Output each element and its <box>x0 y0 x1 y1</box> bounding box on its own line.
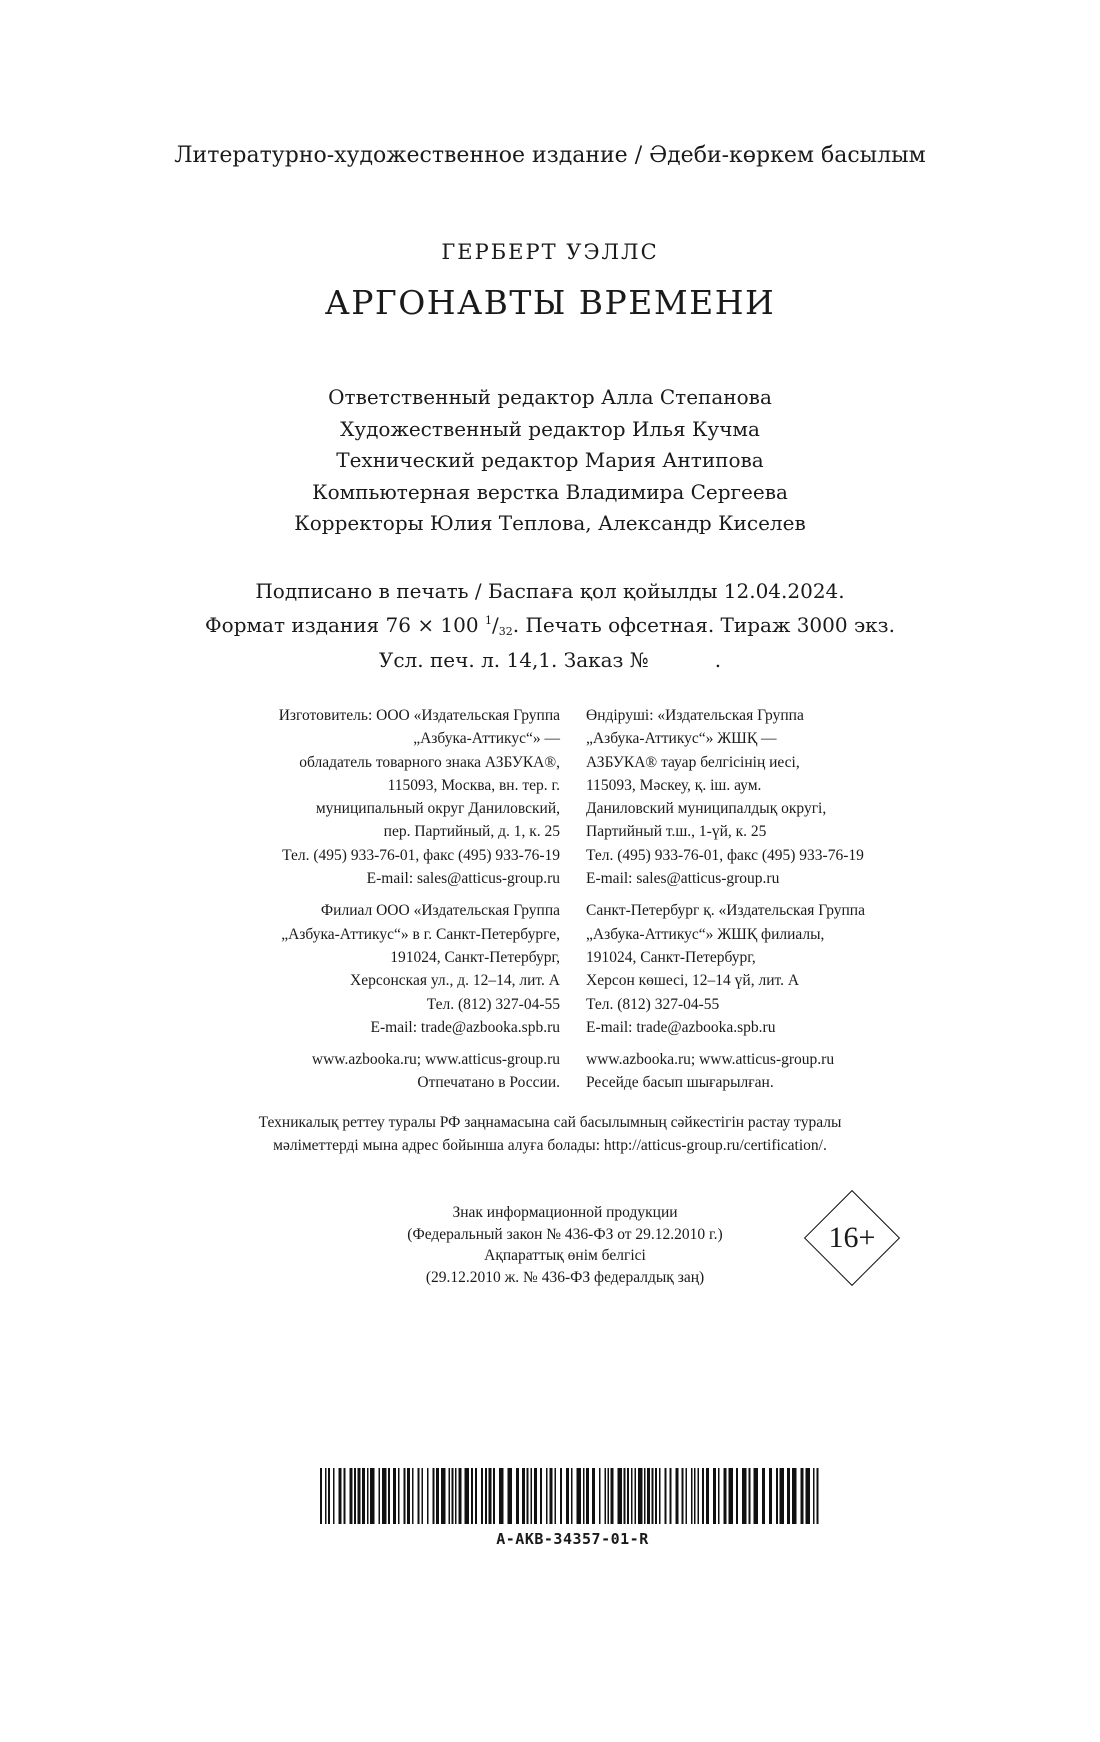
barcode-bar <box>611 1468 614 1524</box>
order-line <box>0 646 1100 675</box>
barcode-bar <box>489 1468 492 1524</box>
barcode-bar <box>706 1468 709 1524</box>
printed-in-line: Ресейде басып шығарылған. <box>586 1074 774 1092</box>
barcode-bar <box>586 1468 589 1524</box>
address-line: Филиал ООО «Издательская Группа <box>320 902 560 920</box>
format-prefix: Формат издания 76 × 100 <box>205 613 485 637</box>
order-prefix: Усл. печ. л. 14,1. Заказ № <box>378 648 649 672</box>
barcode-bar <box>665 1468 667 1524</box>
barcode-bar <box>452 1468 454 1524</box>
barcode-bar <box>577 1468 582 1524</box>
author-name: ГЕРБЕРТ УЭЛЛС <box>441 240 659 264</box>
barcode-bar <box>465 1468 470 1524</box>
barcode-bar <box>583 1468 585 1524</box>
barcode-bar <box>618 1468 623 1524</box>
barcode-bar <box>354 1468 356 1524</box>
barcode-bar <box>550 1468 553 1524</box>
barcode-graphic <box>320 1468 825 1524</box>
barcode-bar <box>534 1468 537 1524</box>
barcode-bar <box>801 1468 804 1524</box>
address-line: 191024, Санкт-Петербург, <box>390 948 560 966</box>
barcode-bar <box>382 1468 387 1524</box>
age-rating-badge <box>804 1190 900 1286</box>
barcode-bar <box>325 1468 327 1524</box>
certification-line: Техникалық реттеу туралы РФ заңнамасына сай басылымның сәйкестігін растау туралы <box>258 1114 842 1131</box>
barcode-bar <box>499 1468 504 1524</box>
barcode-bar <box>776 1468 778 1524</box>
barcode-bar <box>659 1468 661 1524</box>
info-product-mark <box>330 1202 800 1288</box>
barcode-bar <box>516 1468 519 1524</box>
address-line: Херсон көшесі, 12–14 үй, лит. А <box>586 972 800 990</box>
barcode-bar <box>806 1468 811 1524</box>
order-suffix: . <box>714 648 722 672</box>
barcode-bar <box>320 1468 322 1524</box>
barcode-bar <box>362 1468 365 1524</box>
barcode-bar <box>787 1468 790 1524</box>
age-rating-text: 16+ <box>828 1221 876 1254</box>
credit-line: Корректоры Юлия Теплова, Александр Киселев <box>294 511 806 535</box>
barcode-bar <box>769 1468 772 1524</box>
phone-line: Тел. (812) 327-04-55 <box>586 995 720 1013</box>
barcode-bar <box>713 1468 716 1524</box>
address-line: Изготовитель: ООО «Издательская Группа <box>278 707 560 724</box>
barcode-bar <box>742 1468 747 1524</box>
credit-line: Ответственный редактор Алла Степанова <box>328 385 772 409</box>
barcode-bar <box>729 1468 734 1524</box>
email-line: E-mail: sales@atticus-group.ru <box>586 870 780 888</box>
barcode-bar <box>407 1468 410 1524</box>
email-line: E-mail: sales@atticus-group.ru <box>366 870 560 888</box>
edition-type: Литературно-художественное издание / Әдеби-көркем басылым <box>174 143 926 168</box>
barcode-bar <box>493 1468 495 1524</box>
barcode-bar <box>388 1468 390 1524</box>
barcode-bar <box>531 1468 533 1524</box>
barcode-bar <box>698 1468 700 1524</box>
barcode-bar <box>379 1468 381 1524</box>
barcode-bar <box>422 1468 424 1524</box>
credit-line: Технический редактор Мария Антипова <box>336 448 764 472</box>
barcode-bar <box>481 1468 483 1524</box>
address-line: Даниловский муниципалдық округі, <box>586 800 827 818</box>
web-block-kz <box>586 1048 946 1095</box>
info-mark-line: (Федеральный закон № 436-ФЗ от 29.12.2010 г.) <box>407 1225 723 1243</box>
barcode-bar <box>644 1468 646 1524</box>
barcode-bar <box>592 1468 595 1524</box>
address-line: „Азбука-Аттикус“» ЖШҚ — <box>586 730 777 748</box>
certification-notice <box>0 1111 1100 1157</box>
email-line: E-mail: trade@azbooka.spb.ru <box>370 1018 560 1036</box>
printed-in-line: Отпечатано в России. <box>417 1074 560 1092</box>
barcode-bar <box>792 1468 797 1524</box>
barcode-bar <box>635 1468 637 1524</box>
format-separator: / <box>491 613 499 637</box>
barcode-bar <box>339 1468 342 1524</box>
barcode-bar <box>694 1468 696 1524</box>
credit-line: Художественный редактор Илья Кучма <box>340 416 760 441</box>
barcode-bar <box>676 1468 679 1524</box>
barcode-bar <box>702 1468 704 1524</box>
barcode-bar <box>605 1468 607 1524</box>
info-mark-line: Знак информационной продукции <box>452 1204 678 1221</box>
barcode-bar <box>328 1468 330 1524</box>
barcode-bar <box>367 1468 369 1524</box>
barcode-bar <box>350 1468 353 1524</box>
barcode-bar <box>358 1468 361 1524</box>
barcode-bar <box>571 1468 573 1524</box>
barcode-bar <box>441 1468 446 1524</box>
address-line: „Азбука-Аттикус“» в г. Санкт-Петербурге, <box>281 925 560 943</box>
barcode-label: A-AKB-34357-01-R <box>496 1530 649 1548</box>
address-line: 191024, Санкт-Петербург, <box>586 948 756 966</box>
publisher-info-kz <box>586 704 946 1104</box>
barcode-bar <box>433 1468 435 1524</box>
barcode-bar <box>655 1468 657 1524</box>
signed-date: Подписано в печать / Баспаға қол қойылды 12.04.2024. <box>255 579 845 603</box>
barcode-bar <box>624 1468 626 1524</box>
format-denominator: 32 <box>498 625 513 638</box>
manufacturer-block-ru <box>200 704 560 890</box>
credit-line: Компьютерная верстка Владимира Сергеева <box>312 479 788 504</box>
email-line: E-mail: trade@azbooka.spb.ru <box>586 1018 776 1036</box>
barcode-bar <box>508 1468 513 1524</box>
barcode-bar <box>475 1468 477 1524</box>
book-title: АРГОНАВТЫ ВРЕМЕНИ <box>324 283 776 322</box>
barcode-bar <box>522 1468 525 1524</box>
barcode-bar <box>817 1468 819 1524</box>
barcode-bar <box>599 1468 601 1524</box>
barcode-bar <box>627 1468 629 1524</box>
address-line: муниципальный округ Даниловский, <box>315 800 560 818</box>
address-line: 115093, Москва, вн. тер. г. <box>387 776 560 794</box>
barcode-bar <box>404 1468 406 1524</box>
barcode-bar <box>682 1468 684 1524</box>
barcode-bar <box>647 1468 650 1524</box>
barcode-bar <box>560 1468 562 1524</box>
format-suffix: . Печать офсетная. Тираж 3000 экз. <box>512 613 895 637</box>
barcode-bar <box>459 1468 462 1524</box>
phone-line: Тел. (495) 933-76-01, факс (495) 933-76-19 <box>282 846 560 864</box>
web-block-ru <box>200 1048 560 1095</box>
address-line: 115093, Мәскеу, қ. іш. аум. <box>586 776 762 794</box>
publisher-info-ru <box>200 704 560 1104</box>
address-line: обладатель товарного знака АЗБУКА®, <box>299 753 560 771</box>
address-line: Санкт-Петербург қ. «Издательская Группа <box>586 902 865 920</box>
format-numerator: 1 <box>484 614 492 627</box>
print-info <box>0 577 1100 675</box>
barcode-bar <box>780 1468 785 1524</box>
barcode-bar <box>370 1468 375 1524</box>
barcode-bar <box>393 1468 396 1524</box>
address-line: Херсонская ул., д. 12–14, лит. А <box>350 972 560 990</box>
barcode-bar <box>412 1468 414 1524</box>
info-mark-line: (29.12.2010 ж. № 436-ФЗ федералдық заң) <box>425 1268 705 1286</box>
barcode-bar <box>691 1468 693 1524</box>
barcode-bar <box>652 1468 654 1524</box>
address-line: Өндіруші: «Издательская Группа <box>586 707 804 724</box>
barcode-bar <box>566 1468 569 1524</box>
barcode-bar <box>471 1468 473 1524</box>
address-line: Партийный т.ш., 1-үй, к. 25 <box>586 823 767 841</box>
barcode-bar <box>436 1468 439 1524</box>
barcode-bar <box>427 1468 429 1524</box>
barcode-bar <box>762 1468 765 1524</box>
address-line: „Азбука-Аттикус“» ЖШҚ филиалы, <box>586 925 825 943</box>
barcode-bar <box>631 1468 633 1524</box>
phone-line: Тел. (812) 327-04-55 <box>426 995 560 1013</box>
website-line: www.azbooka.ru; www.atticus-group.ru <box>311 1051 560 1069</box>
barcode-bar <box>638 1468 643 1524</box>
barcode-bar <box>736 1468 738 1524</box>
address-line: „Азбука-Аттикус“» — <box>413 730 560 748</box>
barcode-bar <box>455 1468 457 1524</box>
barcode-bar <box>686 1468 688 1524</box>
branch-block-kz <box>586 899 946 1039</box>
info-mark-line: Ақпараттық өнім белгісі <box>484 1247 646 1264</box>
barcode-bar <box>724 1468 727 1524</box>
format-line <box>0 606 1100 646</box>
barcode-bar <box>555 1468 557 1524</box>
barcode-bar <box>333 1468 335 1524</box>
certification-line: мәліметтерді мына адрес бойынша алуға болады: http://atticus-group.ru/certification/. <box>273 1137 827 1154</box>
barcode-bar <box>608 1468 610 1524</box>
barcode-bar <box>485 1468 487 1524</box>
barcode-bar <box>718 1468 720 1524</box>
barcode-bar <box>398 1468 400 1524</box>
barcode-bar <box>344 1468 346 1524</box>
barcode-bar <box>749 1468 751 1524</box>
barcode-bar <box>670 1468 672 1524</box>
phone-line: Тел. (495) 933-76-01, факс (495) 933-76-19 <box>586 846 864 864</box>
barcode-bar <box>754 1468 759 1524</box>
barcode-bar <box>546 1468 548 1524</box>
address-line: пер. Партийный, д. 1, к. 25 <box>383 823 560 841</box>
barcode-bar <box>418 1468 420 1524</box>
website-line: www.azbooka.ru; www.atticus-group.ru <box>586 1051 835 1069</box>
staff-credits <box>0 382 1100 540</box>
branch-block-ru <box>200 899 560 1039</box>
barcode-bar <box>540 1468 542 1524</box>
address-line: АЗБУКА® тауар белгісінің иесі, <box>586 753 800 771</box>
barcode-bar <box>527 1468 529 1524</box>
manufacturer-block-kz <box>586 704 946 890</box>
barcode-bar <box>813 1468 815 1524</box>
barcode-bar <box>449 1468 451 1524</box>
